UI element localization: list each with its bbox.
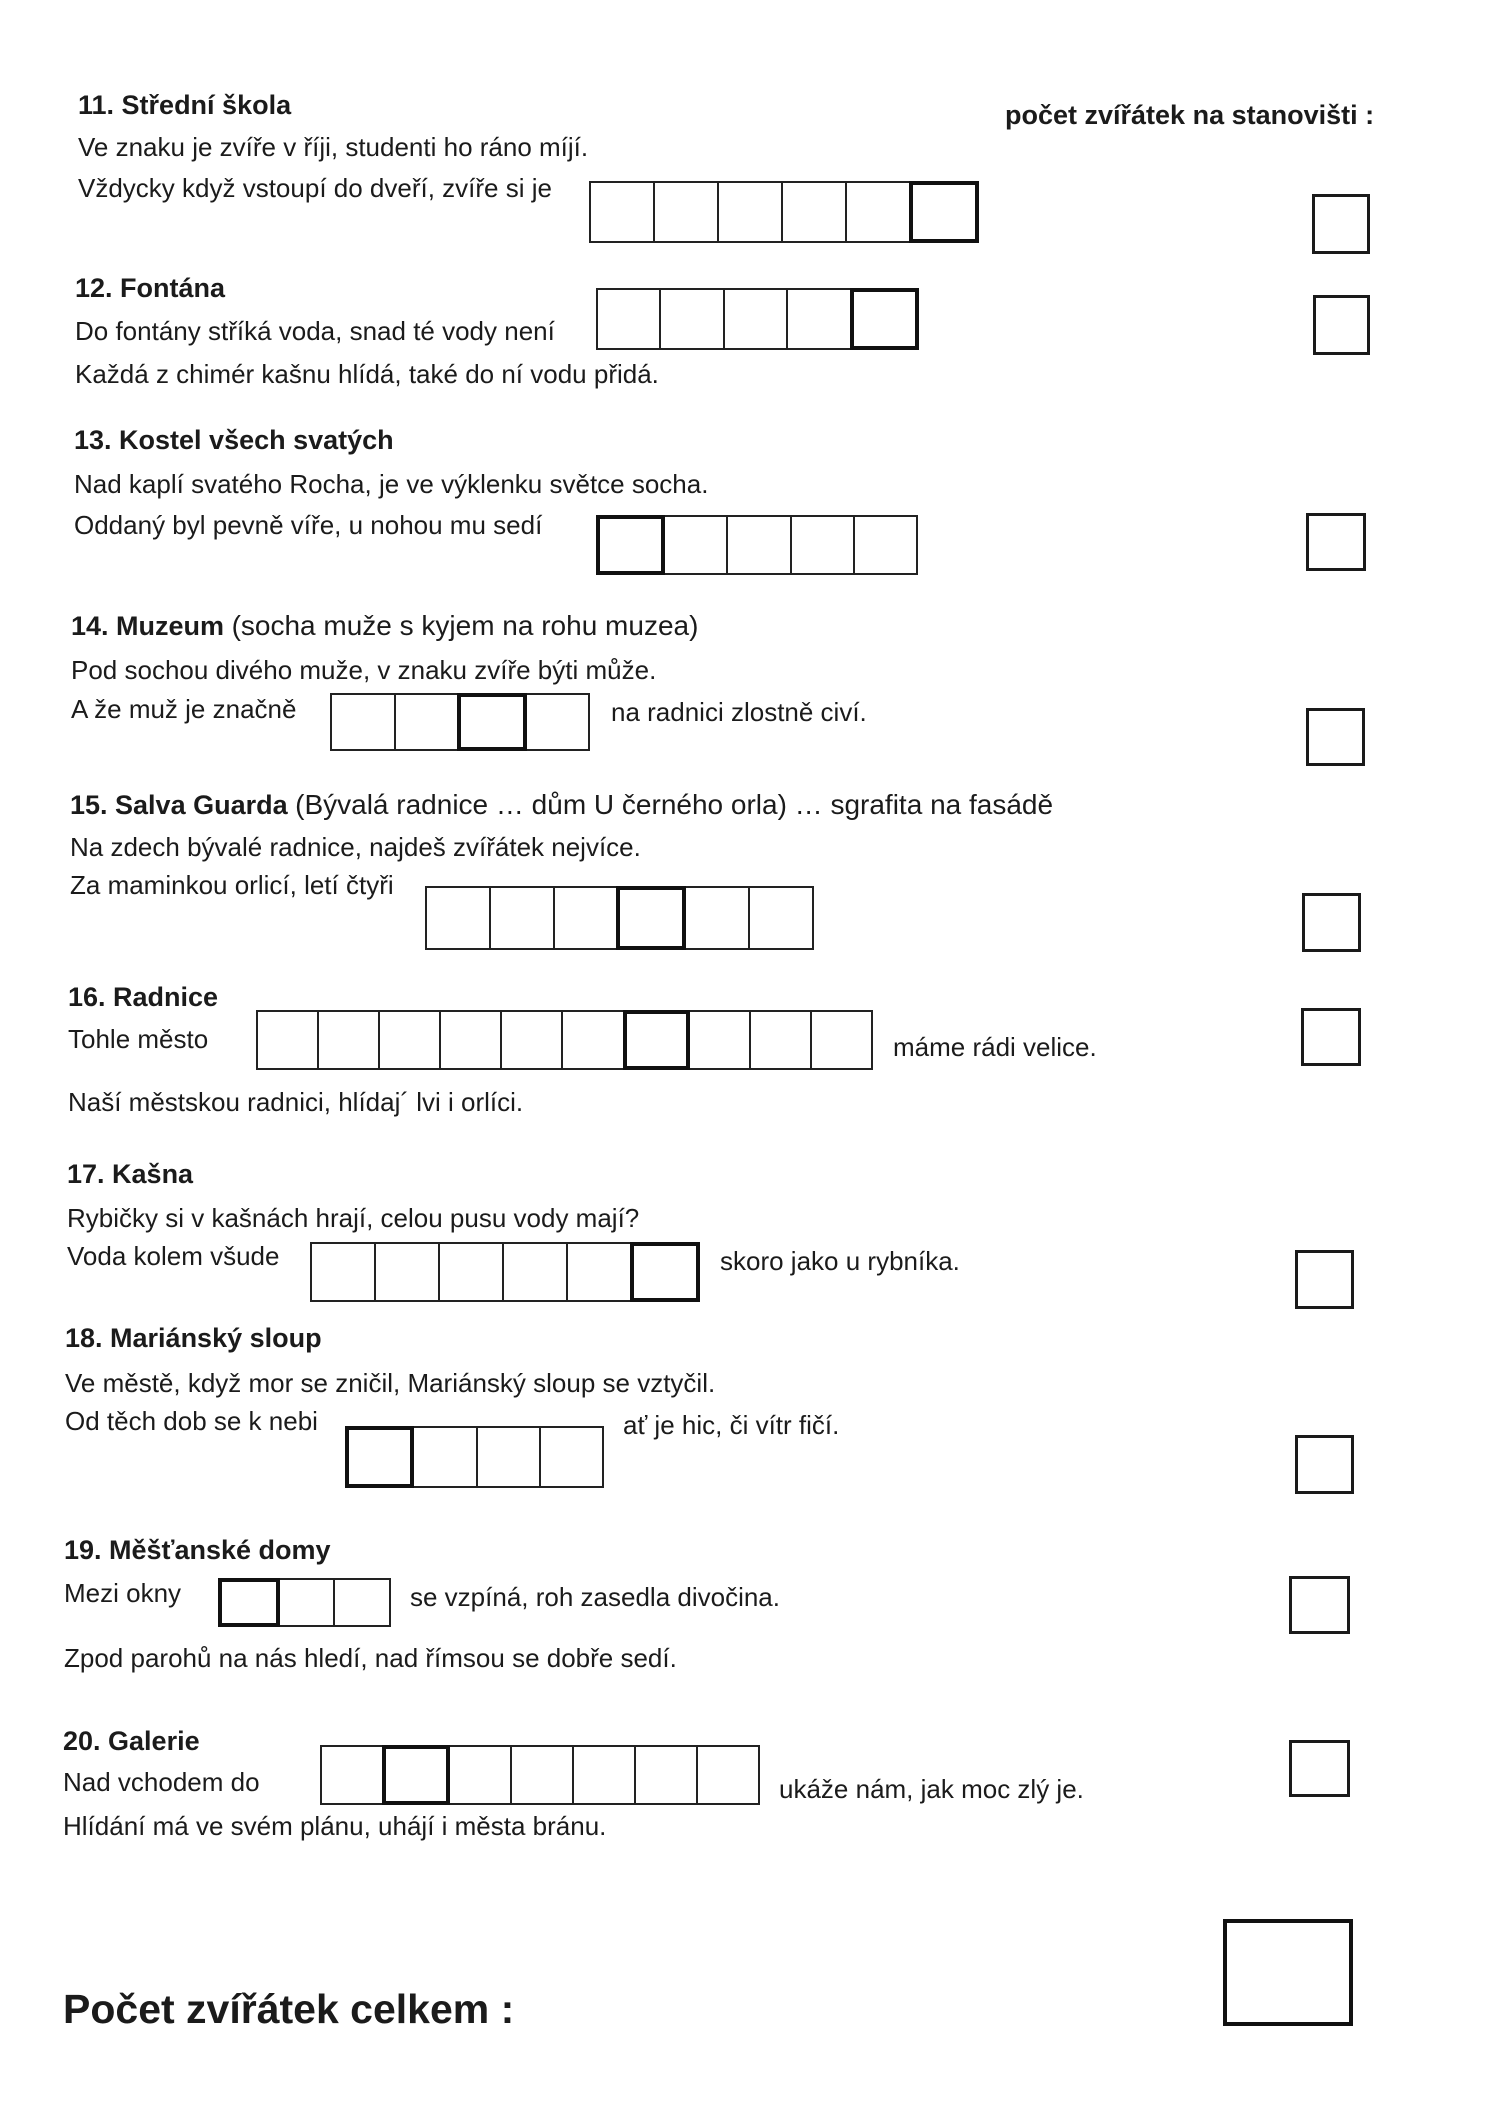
total-count-box[interactable]: [1223, 1919, 1353, 2026]
marked-letter-box[interactable]: [382, 1745, 450, 1805]
letter-box[interactable]: [781, 181, 847, 243]
verse-line-end: skoro jako u rybníka.: [720, 1246, 960, 1276]
marked-letter-box[interactable]: [623, 1010, 690, 1070]
verse-line: Pod sochou divého muže, v znaku zvíře býti může.: [71, 655, 657, 685]
letter-box[interactable]: [561, 1010, 624, 1070]
letter-box[interactable]: [659, 288, 724, 350]
verse-line: Od těch dob se k nebi: [65, 1406, 318, 1436]
verse-line: Za maminkou orlicí, letí čtyři: [70, 870, 394, 900]
letter-box[interactable]: [566, 1242, 632, 1302]
letter-box[interactable]: [553, 886, 619, 950]
animal-count-box[interactable]: [1295, 1435, 1354, 1494]
verse-line: Do fontány stříká voda, snad té vody není: [75, 316, 555, 346]
letter-boxes: [330, 693, 590, 751]
verse-line: Nad kaplí svatého Rocha, je ve výklenku světce socha.: [74, 469, 709, 499]
letter-box[interactable]: [786, 288, 851, 350]
verse-line-end: ať je hic, či vítr fičí.: [623, 1410, 840, 1440]
verse-line: Hlídání má ve svém plánu, uhájí i města bránu.: [63, 1811, 607, 1841]
animal-count-box[interactable]: [1301, 1008, 1361, 1066]
animal-count-box[interactable]: [1306, 513, 1366, 571]
letter-box[interactable]: [278, 1578, 336, 1627]
letter-box[interactable]: [853, 515, 918, 575]
station-heading: 11. Střední škola: [78, 90, 292, 120]
marked-letter-box[interactable]: [630, 1242, 700, 1302]
station-note: (Bývalá radnice … dům U černého orla) … sgrafita na fasádě: [295, 789, 1054, 820]
verse-line-end: máme rádi velice.: [893, 1032, 1097, 1062]
marked-letter-box[interactable]: [345, 1426, 414, 1488]
letter-box[interactable]: [596, 288, 661, 350]
letter-box[interactable]: [439, 1010, 502, 1070]
verse-line: Nad vchodem do: [63, 1767, 260, 1797]
letter-box[interactable]: [330, 693, 396, 751]
animal-count-box[interactable]: [1302, 893, 1361, 952]
verse-line-end: ukáže nám, jak moc zlý je.: [779, 1774, 1084, 1804]
station-heading: 13. Kostel všech svatých: [74, 425, 394, 455]
letter-box[interactable]: [539, 1426, 604, 1488]
animal-count-box[interactable]: [1289, 1740, 1350, 1797]
letter-box[interactable]: [634, 1745, 698, 1805]
letter-box[interactable]: [500, 1010, 563, 1070]
letter-box[interactable]: [317, 1010, 380, 1070]
letter-box[interactable]: [525, 693, 591, 751]
letter-box[interactable]: [378, 1010, 441, 1070]
verse-line: Tohle město: [68, 1024, 209, 1054]
letter-box[interactable]: [810, 1010, 873, 1070]
letter-box[interactable]: [748, 886, 814, 950]
letter-box[interactable]: [502, 1242, 568, 1302]
letter-box[interactable]: [717, 181, 783, 243]
letter-box[interactable]: [749, 1010, 812, 1070]
letter-box[interactable]: [320, 1745, 384, 1805]
letter-boxes: [256, 1010, 873, 1070]
letter-box[interactable]: [476, 1426, 541, 1488]
marked-letter-box[interactable]: [218, 1578, 280, 1627]
letter-box[interactable]: [696, 1745, 760, 1805]
marked-letter-box[interactable]: [457, 693, 527, 751]
letter-boxes: [310, 1242, 700, 1302]
marked-letter-box[interactable]: [850, 288, 919, 350]
letter-boxes: [218, 1578, 391, 1627]
station-heading: [70, 788, 1053, 822]
letter-box[interactable]: [256, 1010, 319, 1070]
animal-count-box[interactable]: [1312, 194, 1370, 254]
letter-box[interactable]: [448, 1745, 512, 1805]
verse-line: Voda kolem všude: [67, 1241, 280, 1271]
station-heading: 17. Kašna: [67, 1159, 194, 1189]
station-heading: 12. Fontána: [75, 273, 226, 303]
station-heading: 19. Měšťanské domy: [64, 1535, 331, 1565]
letter-box[interactable]: [845, 181, 911, 243]
verse-line-end: na radnici zlostně civí.: [611, 697, 867, 727]
station-title: 14. Muzeum: [71, 611, 225, 641]
letter-boxes: [596, 288, 919, 350]
letter-box[interactable]: [653, 181, 719, 243]
verse-line: Mezi okny: [64, 1578, 182, 1608]
verse-line: Ve městě, když mor se zničil, Mariánský sloup se vztyčil.: [65, 1368, 716, 1398]
letter-box[interactable]: [425, 886, 491, 950]
letter-box[interactable]: [688, 1010, 751, 1070]
letter-box[interactable]: [394, 693, 460, 751]
verse-line: Každá z chimér kašnu hlídá, také do ní vodu přidá.: [75, 359, 659, 389]
letter-box[interactable]: [572, 1745, 636, 1805]
station-heading: 18. Mariánský sloup: [65, 1323, 322, 1353]
station-title: 15. Salva Guarda: [70, 790, 288, 820]
verse-line: Vždycky když vstoupí do dveří, zvíře si je: [78, 173, 552, 203]
letter-box[interactable]: [790, 515, 855, 575]
marked-letter-box[interactable]: [596, 515, 665, 575]
total-count-label: Počet zvířátek celkem :: [63, 1986, 515, 2032]
verse-line: Zpod parohů na nás hledí, nad římsou se dobře sedí.: [64, 1643, 677, 1673]
count-column-header: počet zvířátek na stanovišti :: [1005, 100, 1375, 130]
station-heading: 20. Galerie: [63, 1726, 200, 1756]
animal-count-box[interactable]: [1306, 708, 1365, 766]
letter-box[interactable]: [723, 288, 788, 350]
letter-box[interactable]: [510, 1745, 574, 1805]
animal-count-box[interactable]: [1289, 1576, 1350, 1634]
letter-box[interactable]: [438, 1242, 504, 1302]
verse-line: Naší městskou radnici, hlídaj´ lvi i orlíci.: [68, 1087, 524, 1117]
letter-box[interactable]: [489, 886, 555, 950]
verse-line-end: se vzpíná, roh zasedla divočina.: [410, 1582, 780, 1612]
verse-line: A že muž je značně: [71, 694, 297, 724]
marked-letter-box[interactable]: [616, 886, 686, 950]
animal-count-box[interactable]: [1313, 295, 1370, 355]
letter-box[interactable]: [374, 1242, 440, 1302]
verse-line: Ve znaku je zvíře v říji, studenti ho ráno míjí.: [78, 132, 589, 162]
marked-letter-box[interactable]: [909, 181, 979, 243]
letter-boxes: [320, 1745, 760, 1805]
letter-box[interactable]: [589, 181, 655, 243]
letter-box[interactable]: [310, 1242, 376, 1302]
letter-box[interactable]: [412, 1426, 477, 1488]
letter-boxes: [345, 1426, 604, 1488]
letter-box[interactable]: [684, 886, 750, 950]
verse-line: Na zdech bývalé radnice, najdeš zvířátek nejvíce.: [70, 832, 641, 862]
letter-box[interactable]: [726, 515, 791, 575]
station-note: (socha muže s kyjem na rohu muzea): [231, 610, 699, 641]
letter-boxes: [596, 515, 918, 575]
animal-count-box[interactable]: [1295, 1250, 1354, 1309]
verse-line: Oddaný byl pevně víře, u nohou mu sedí: [74, 510, 543, 540]
letter-boxes: [425, 886, 814, 950]
letter-box[interactable]: [333, 1578, 391, 1627]
letter-boxes: [589, 181, 979, 243]
station-heading: 16. Radnice: [68, 982, 219, 1012]
station-heading: [71, 609, 698, 643]
letter-box[interactable]: [663, 515, 728, 575]
verse-line: Rybičky si v kašnách hrají, celou pusu vody mají?: [67, 1203, 640, 1233]
